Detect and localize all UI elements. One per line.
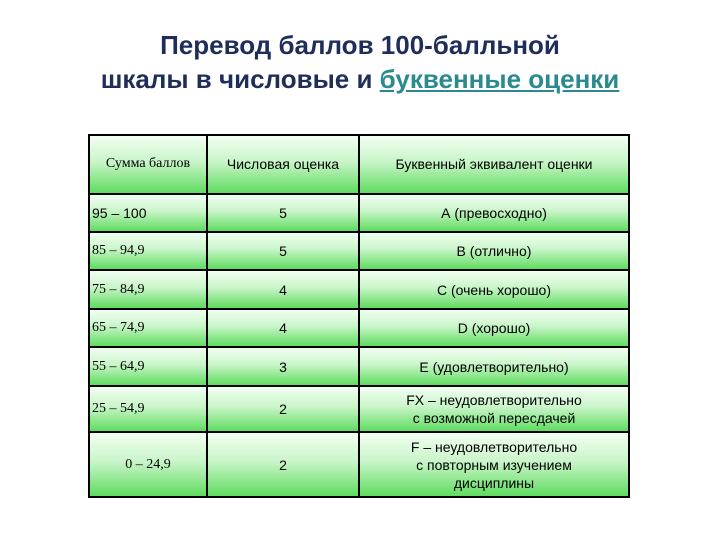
letter-grade-line: С (очень хорошо) <box>436 281 552 298</box>
score-range-cell: 85 – 94,9 <box>89 232 207 270</box>
numeric-grade-cell: 4 <box>207 270 359 308</box>
letter-grade-line: F – неудовлетворительно <box>410 438 578 455</box>
table-row <box>89 232 629 270</box>
title-line-2 <box>0 62 720 96</box>
letter-grade-line: FX – неудовлетворительно <box>406 392 582 408</box>
letter-grade-line: В (отлично) <box>456 243 532 260</box>
score-range-cell: 95 – 100 <box>89 194 207 232</box>
score-range-cell: 75 – 84,9 <box>89 270 207 308</box>
letter-grade-line: Е (удовлетворительно) <box>419 358 569 375</box>
letter-grade-line: с возможной пересдачей <box>412 410 576 426</box>
numeric-grade-cell: 5 <box>207 232 359 270</box>
header-letter-equivalent: Буквенный эквивалент оценки <box>359 135 629 194</box>
score-range-cell: 65 – 74,9 <box>89 309 207 347</box>
header-numeric-grade: Числовая оценка <box>207 135 359 194</box>
table-row <box>89 270 629 308</box>
header-score-sum: Сумма баллов <box>89 135 207 194</box>
title-line-2-prefix: шкалы в числовые и <box>100 64 380 94</box>
letter-grade-cell <box>359 432 629 497</box>
letter-grade-cell <box>359 309 629 347</box>
table-row <box>89 194 629 232</box>
letter-grade-cell <box>359 386 629 433</box>
page-title <box>0 28 720 96</box>
score-range-cell: 25 – 54,9 <box>89 386 207 433</box>
letter-grade-cell <box>359 194 629 232</box>
letter-grade-line: с повторным изучением <box>416 456 572 473</box>
letter-grade-cell <box>359 270 629 308</box>
table-row <box>89 386 629 433</box>
title-link[interactable]: буквенные оценки <box>379 64 620 94</box>
score-range-cell: 55 – 64,9 <box>89 347 207 385</box>
numeric-grade-cell: 2 <box>207 432 359 497</box>
table-row <box>89 432 629 497</box>
table-header-row <box>89 135 629 194</box>
letter-grade-cell <box>359 347 629 385</box>
numeric-grade-cell: 4 <box>207 309 359 347</box>
grade-conversion-table <box>88 134 630 498</box>
numeric-grade-cell: 5 <box>207 194 359 232</box>
letter-grade-line: А (превосходно) <box>441 204 547 221</box>
letter-grade-line: D (хорошо) <box>457 320 531 337</box>
table-row <box>89 309 629 347</box>
table-row <box>89 347 629 385</box>
numeric-grade-cell: 2 <box>207 386 359 433</box>
title-line-1: Перевод баллов 100-балльной <box>160 30 560 60</box>
letter-grade-line: дисциплины <box>453 474 535 491</box>
numeric-grade-cell: 3 <box>207 347 359 385</box>
letter-grade-cell <box>359 232 629 270</box>
score-range-cell: 0 – 24,9 <box>89 432 207 497</box>
